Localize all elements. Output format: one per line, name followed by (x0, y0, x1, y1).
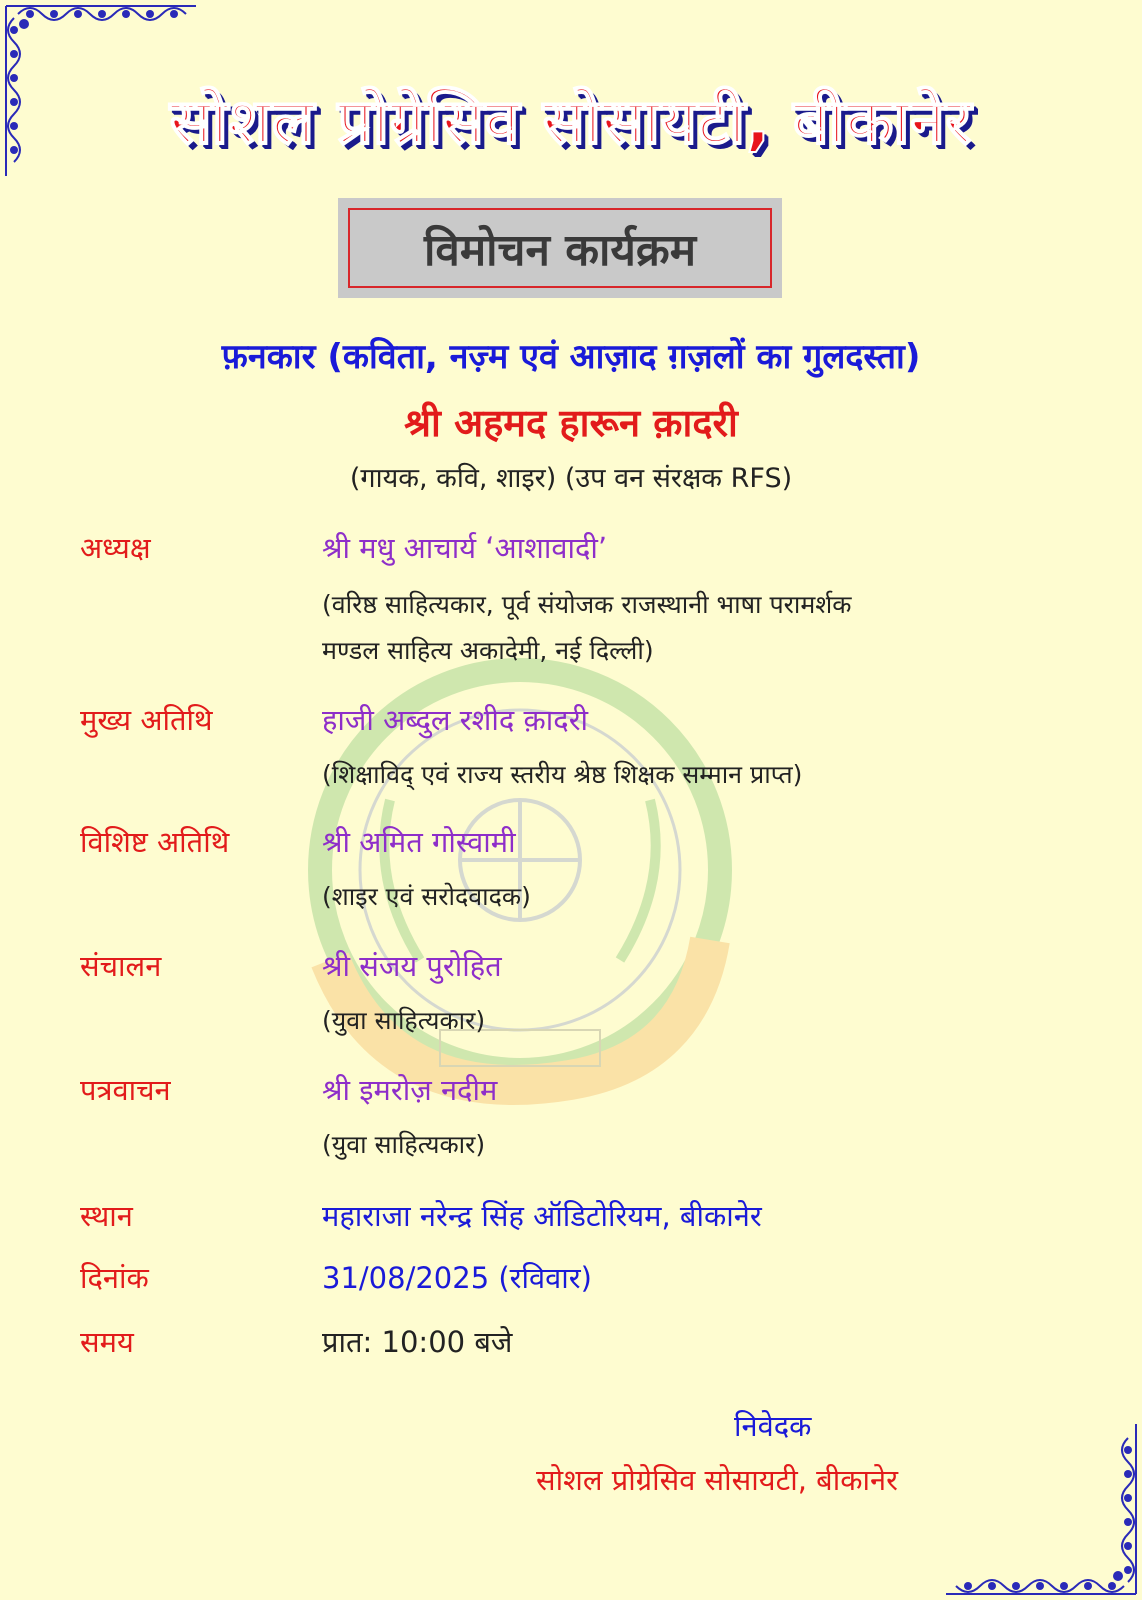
organization-title: सोशल प्रोग्रेसिव सोसायटी, बीकानेर (169, 85, 973, 158)
role-desc-chief-guest: (शिक्षाविद् एवं राज्य स्तरीय श्रेष्ठ शिक्षक सम्मान प्राप्त) (322, 760, 803, 789)
role-desc-special-guest: (शाइर एवं सरोदवादक) (322, 882, 531, 911)
role-name-chief-guest: हाजी अब्दुल रशीद क़ादरी (322, 703, 589, 737)
requester-organization: सोशल प्रोग्रेसिव सोसायटी, बीकानेर (536, 1463, 898, 1497)
role-name-anchor: श्री संजय पुरोहित (322, 949, 502, 983)
role-label-president: अध्यक्ष (80, 531, 151, 565)
time-label: समय (80, 1325, 134, 1359)
role-desc-president-line2: मण्डल साहित्य अकादेमी, नई दिल्ली) (322, 636, 654, 665)
author-name: श्री अहमद हारून क़ादरी (404, 401, 738, 445)
role-desc-president-line1: (वरिष्ठ साहित्यकार, पूर्व संयोजक राजस्थानी भाषा परामर्शक (322, 590, 852, 619)
role-desc-paper-reading: (युवा साहित्यकार) (322, 1130, 486, 1159)
event-title: विमोचन कार्यक्रम (348, 208, 772, 288)
date-label: दिनांक (80, 1261, 149, 1295)
role-label-paper-reading: पत्रवाचन (80, 1073, 171, 1107)
author-description: (गायक, कवि, शाइर) (उप वन संरक्षक RFS) (349, 463, 793, 494)
floral-corner-ornament-bottom-right (942, 1420, 1142, 1600)
role-label-chief-guest: मुख्य अतिथि (80, 703, 213, 737)
role-label-anchor: संचालन (80, 949, 162, 983)
role-name-special-guest: श्री अमित गोस्वामी (322, 825, 516, 859)
role-name-paper-reading: श्री इमरोज़ नदीम (322, 1073, 498, 1107)
venue-value: महाराजा नरेन्द्र सिंह ऑडिटोरियम, बीकानेर (322, 1199, 762, 1233)
venue-label: स्थान (80, 1199, 133, 1233)
time-value: प्रात: 10:00 बजे (322, 1325, 513, 1359)
book-title: फ़नकार (कविता, नज़्म एवं आज़ाद ग़ज़लों का गुलदस्ता) (221, 337, 921, 377)
role-desc-anchor: (युवा साहित्यकार) (322, 1006, 486, 1035)
role-name-president: श्री मधु आचार्य ‘आशावादी’ (322, 531, 608, 565)
requester-label: निवेदक (734, 1409, 812, 1443)
role-label-special-guest: विशिष्ट अतिथि (80, 825, 230, 859)
event-title-box (338, 198, 782, 298)
date-value: 31/08/2025 (रविवार) (322, 1261, 592, 1295)
